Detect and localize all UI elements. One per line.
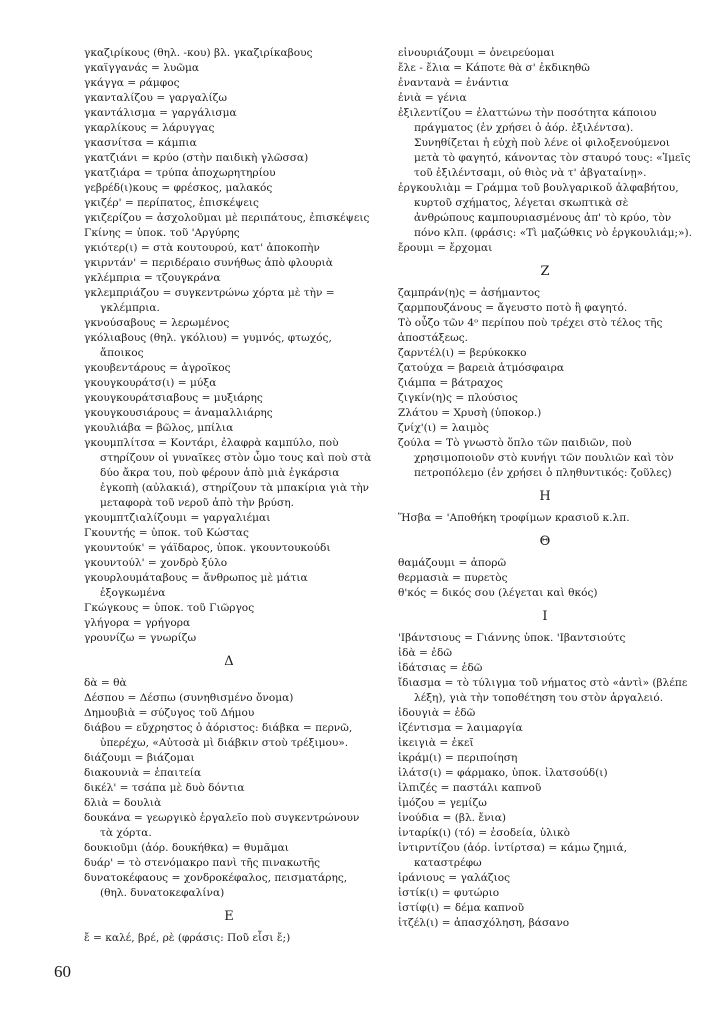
- dictionary-entry: θ'κός = δικός σου (λέγεται καὶ θκός): [398, 587, 598, 599]
- dictionary-entry: ἔρουμι = ἔρχομαι: [398, 242, 493, 254]
- dictionary-entry: ἰλπιζές = παστάλι καπνοῦ: [398, 782, 542, 794]
- dictionary-entry: γκουμπλίτσα = Κοντάρι, ἐλαφρὰ καμπύλο, ποὺ στηρίζουν οἱ γυναῖκες στὸν ὦμο τους καὶ ποὺ στὰ δύο ἄκρα του, ποὺ φέρουν ἀπὸ μιὰ ἐγκάρσια ἐγκοπὴ (αὐλακιά), στηρίζουν τὰ μπακίρια γιὰ τὴν μεταφορὰ τοῦ νεροῦ ἀπὸ τὴν βρύση.: [84, 437, 372, 509]
- dictionary-entry: ζαρμπουζάνους = ἄγευστο ποτὸ ἢ φαγητό.: [398, 302, 628, 314]
- dictionary-entry: γκουγκουράτσιαβους = μυξιάρης: [84, 392, 263, 404]
- dictionary-entry: Δημουβιὰ = σύζυγος τοῦ Δήμου: [84, 707, 255, 719]
- dictionary-entry: ἰστίκ(ι) = φυτώριο: [398, 887, 500, 899]
- dictionary-entry: εἰνουριάζουμι = ὀνειρεύομαι: [398, 47, 555, 59]
- dictionary-entry: γκασνίτσα = κάμπια: [84, 137, 197, 149]
- dictionary-entry: γκιότερ(ι) = στὰ κουτουρού, κατ' ἀποκοπὴν: [84, 242, 320, 254]
- dictionary-entry: ἰκειγιὰ = ἐκεῖ: [398, 737, 474, 749]
- dictionary-entry: γκαζιρίκους (θηλ. -κου) βλ. γκαζιρίκαβους: [84, 47, 313, 59]
- dictionary-entry: ἰδὰ = ἐδῶ: [398, 647, 452, 659]
- section-letter: Ι: [542, 609, 548, 624]
- dictionary-entry: ζατούχα = βαρειὰ ἀτμόσφαιρα: [398, 362, 565, 374]
- dictionary-entry: Ἥσβα = 'Αποθήκη τροφίμων κρασιοῦ κ.λπ.: [398, 512, 630, 524]
- dictionary-entry: Ζλάτου = Χρυσὴ (ὑποκορ.): [398, 407, 542, 419]
- page-number: 60: [54, 962, 71, 981]
- dictionary-entry: δουκιοῦμι (ἀόρ. δουκήθκα) = θυμᾶμαι: [84, 842, 289, 854]
- dictionary-entry: δικέλ' = τσάπα μὲ δυὸ δόντια: [84, 782, 245, 794]
- right-column: [398, 46, 692, 931]
- dictionary-entry: Δέσπου = Δέσπω (συνηθισμένο ὄνομα): [84, 692, 294, 704]
- dictionary-entry: δυνατοκέφαους = χονδροκέφαλος, πεισματάρης, (θηλ. δυνατοκεφαλίνα): [84, 872, 348, 899]
- dictionary-entry: γκανταλίζου = γαργαλίζω: [84, 92, 228, 104]
- section-letter: Ε: [224, 909, 234, 924]
- section-letter: Θ: [539, 534, 551, 549]
- dictionary-entry: γκιζερίζου = ἀσχολοῦμαι μὲ περιπάτους, ἐπισκέψεις: [84, 212, 370, 224]
- dictionary-entry: ζαρντέλ(ι) = βερύκοκκο: [398, 347, 527, 359]
- section-letter: Δ: [224, 654, 234, 669]
- dictionary-entry: γκατζιάρα = τρύπα ἀποχωρητηρίου: [84, 167, 276, 179]
- dictionary-entry: ἰζέντισμα = λαιμαργία: [398, 722, 523, 734]
- dictionary-entry: γκουγκουσιάρους = ἀναμαλλιάρης: [84, 407, 273, 419]
- dictionary-entry: γκουμπτζιαλίζουμι = γαργαλιέμαι: [84, 512, 271, 524]
- dictionary-entry: γεβρέδ(ι)κους = φρέσκος, μαλακός: [84, 182, 273, 194]
- dictionary-entry: γκουρλουμάταβους = ἄνθρωπος μὲ μάτια ἐξογκωμένα: [84, 572, 308, 599]
- dictionary-entry: ἰδάτσιας = ἐδῶ: [398, 662, 483, 674]
- dictionary-entry: Γκουντής = ὑποκ. τοῦ Κώστας: [84, 527, 249, 539]
- dictionary-entry-continuation: Τὸ οὖζο τῶν 4ᵒ περίπου ποὺ τρέχει στὸ τέλος τῆς ἀποστάξεως.: [398, 317, 663, 344]
- dictionary-entry: διάβου = εὔχρηστος ὁ ἀόριστος: διάβκα = περνῶ, ὑπερέχω, «Αὐτοσὰ μὶ διάβκιν στοὺ τρέξιμου».: [84, 722, 353, 749]
- dictionary-entry: ἰράνιους = γαλάζιος: [398, 872, 511, 884]
- dictionary-entry: Γκίνης = ὑποκ. τοῦ 'Αργύρης: [84, 227, 240, 239]
- dictionary-entry: γκόλιαβους (θηλ. γκόλιου) = γυμνός, φτωχός, ἄποικος: [84, 332, 332, 359]
- dictionary-entry: γκλεμπριάζου = συγκεντρώνω χόρτα μὲ τὴν = γκλέμπρια.: [84, 287, 335, 314]
- dictionary-entry: γκουγκουράτσ(ι) = μύξα: [84, 377, 217, 389]
- dictionary-entry: γκλέμπρια = τζουγκράνα: [84, 272, 221, 284]
- dictionary-entry: ἰτζέλ(ι) = ἀπασχόληση, βάσανο: [398, 917, 570, 929]
- dictionary-entry: διάζουμι = βιάζομαι: [84, 752, 195, 764]
- dictionary-entry: γκουντούκ' = γάϊδαρος, ὑποκ. γκουντουκούδι: [84, 542, 331, 554]
- section-letter: Η: [539, 489, 551, 504]
- dictionary-entry: ἰμόζου = γεμίζω: [398, 797, 487, 809]
- dictionary-entry: δὰ = θὰ: [84, 677, 127, 689]
- dictionary-entry: ζνίχ'(ι) = λαιμὸς: [398, 422, 489, 434]
- dictionary-entry: ζαμπράν(η)ς = ἀσήμαντος: [398, 287, 541, 299]
- dictionary-entry: ἰστίφ(ι) = δέμα καπνοῦ: [398, 902, 525, 914]
- dictionary-entry: δουκάνα = γεωργικὸ ἐργαλεῖο ποὺ συγκεντρώνουν τὰ χόρτα.: [84, 812, 360, 839]
- dictionary-entry: ἰνταρίκ(ι) (τό) = ἐσοδεία, ὑλικὸ: [398, 827, 571, 839]
- dictionary-entry: γλήγορα = γρήγορα: [84, 617, 191, 629]
- dictionary-entry: θαμάζουμι = ἀπορῶ: [398, 557, 507, 569]
- dictionary-entry: γκουντούλ' = χονδρὸ ξύλο: [84, 557, 228, 569]
- dictionary-entry: ἰνούδια = (βλ. ἔνια): [398, 812, 506, 824]
- dictionary-entry: γκατζιάνι = κρύο (στὴν παιδικὴ γλῶσσα): [84, 152, 309, 164]
- section-letter: Ζ: [540, 264, 550, 279]
- dictionary-entry: γκαϊγγανάς = λυῶμα: [84, 62, 200, 74]
- dictionary-entry: γκιζέρ' = περίπατος, ἐπισκέψεις: [84, 197, 259, 209]
- dictionary-entry: 'Ιβάντσιους = Γιάννης ὑποκ. 'Ιβαντσιούτς: [398, 632, 626, 644]
- dictionary-entry: γρουνίζω = γνωρίζω: [84, 632, 197, 644]
- dictionary-entry: γκαρλίκους = λάρυγγας: [84, 122, 215, 134]
- dictionary-entry: γκουλιάβα = βῶλος, μπίλια: [84, 422, 234, 434]
- dictionary-entry: ἔλε - ἔλια = Κάποτε θὰ σ' ἐκδικηθῶ: [398, 62, 590, 74]
- dictionary-entry: δλιὰ = δουλιὰ: [84, 797, 162, 809]
- left-column: [84, 46, 374, 946]
- dictionary-entry: γκιρντάν' = περιδέραιο συνήθως ἀπὸ φλουριὰ: [84, 257, 333, 269]
- dictionary-entry: γκάγγα = ράμφος: [84, 77, 180, 89]
- dictionary-entry: ἰλάτσ(ι) = φάρμακο, ὑποκ. ἰλατσούδ(ι): [398, 767, 608, 779]
- dictionary-entry: Γκώγκους = ὑποκ. τοῦ Γιῶργος: [84, 602, 255, 614]
- dictionary-entry: γκαντάλισμα = γαργάλισμα: [84, 107, 237, 119]
- dictionary-entry: ἔ = καλέ, βρέ, ρὲ (φράσις: Ποῦ εἶσι ἔ;): [84, 932, 291, 944]
- dictionary-entry: ἐνιὰ = γένια: [398, 92, 467, 104]
- dictionary-entry: ζούλα = Τὸ γνωστὸ ὅπλο τῶν παιδιῶν, ποὺ χρησιμοποιοῦν στὸ κυνήγι τῶν πουλιῶν καὶ τὸν πετροπόλεμο (ἐν χρήσει ὁ πληθυντικός: ζοῦλες): [398, 437, 674, 479]
- dictionary-entry: ἐξιλεντίζου = ἐλαττώνω τὴν ποσότητα κάποιου πράγματος (ἐν χρήσει ὁ ἀόρ. ἐξιλέντσα). Συνηθίζεται ἡ εὐχὴ ποὺ λένε οἱ φιλοξενούμενοι μετὰ τὸ φαγητό, κάνοντας τὸν σταυρό τους: «Ἱμεῖς τοῦ ἐξιλέντσαμι, οὐ θιὸς νὰ τ' ἀβγαταίνῃ».: [398, 107, 691, 179]
- dictionary-entry: γκουβεντάρους = ἀγροῖκος: [84, 362, 231, 374]
- dictionary-entry: ζιάμπα = βάτραχος: [398, 377, 503, 389]
- dictionary-entry: ἰντιρντίζου (ἀόρ. ἰντίρτσα) = κάμω ζημιά, καταστρέφω: [398, 842, 627, 869]
- dictionary-entry: ἐργκουλιὰμ = Γράμμα τοῦ βουλγαρικοῦ ἀλφαβήτου, κυρτοῦ σχήματος, λέγεται σκωπτικὰ σὲ ἀνθρώπους καμπουριασμένους ἀπ' τὸ κρύο, τὸν πόνο κλπ. (φράσις: «Τὶ μαζώθκις νὸ ἐργκουλιάμ;»).: [398, 182, 693, 239]
- dictionary-entry: διακουνιὰ = ἐπαιτεία: [84, 767, 202, 779]
- dictionary-entry: ζιγκίν(η)ς = πλούσιος: [398, 392, 518, 404]
- dictionary-entry: ἴδιασμα = τὸ τύλιγμα τοῦ νήματος στὸ «ἀντὶ» (βλέπε λέξη), γιὰ τὴν τοποθέτηση του στὸν ἀργαλειό.: [398, 677, 688, 704]
- dictionary-entry: γκνούσαβους = λερωμένος: [84, 317, 230, 329]
- dictionary-entry: θερμασιὰ = πυρετὸς: [398, 572, 508, 584]
- dictionary-entry: δυάρ' = τὸ στενόμακρο πανὶ τῆς πινακωτῆς: [84, 857, 321, 869]
- dictionary-entry: ἰκράμ(ι) = περιποίηση: [398, 752, 518, 764]
- dictionary-entry: ἐναντανὰ = ἐνάντια: [398, 77, 509, 89]
- dictionary-entry: ἰδουγιὰ = ἐδῶ: [398, 707, 476, 719]
